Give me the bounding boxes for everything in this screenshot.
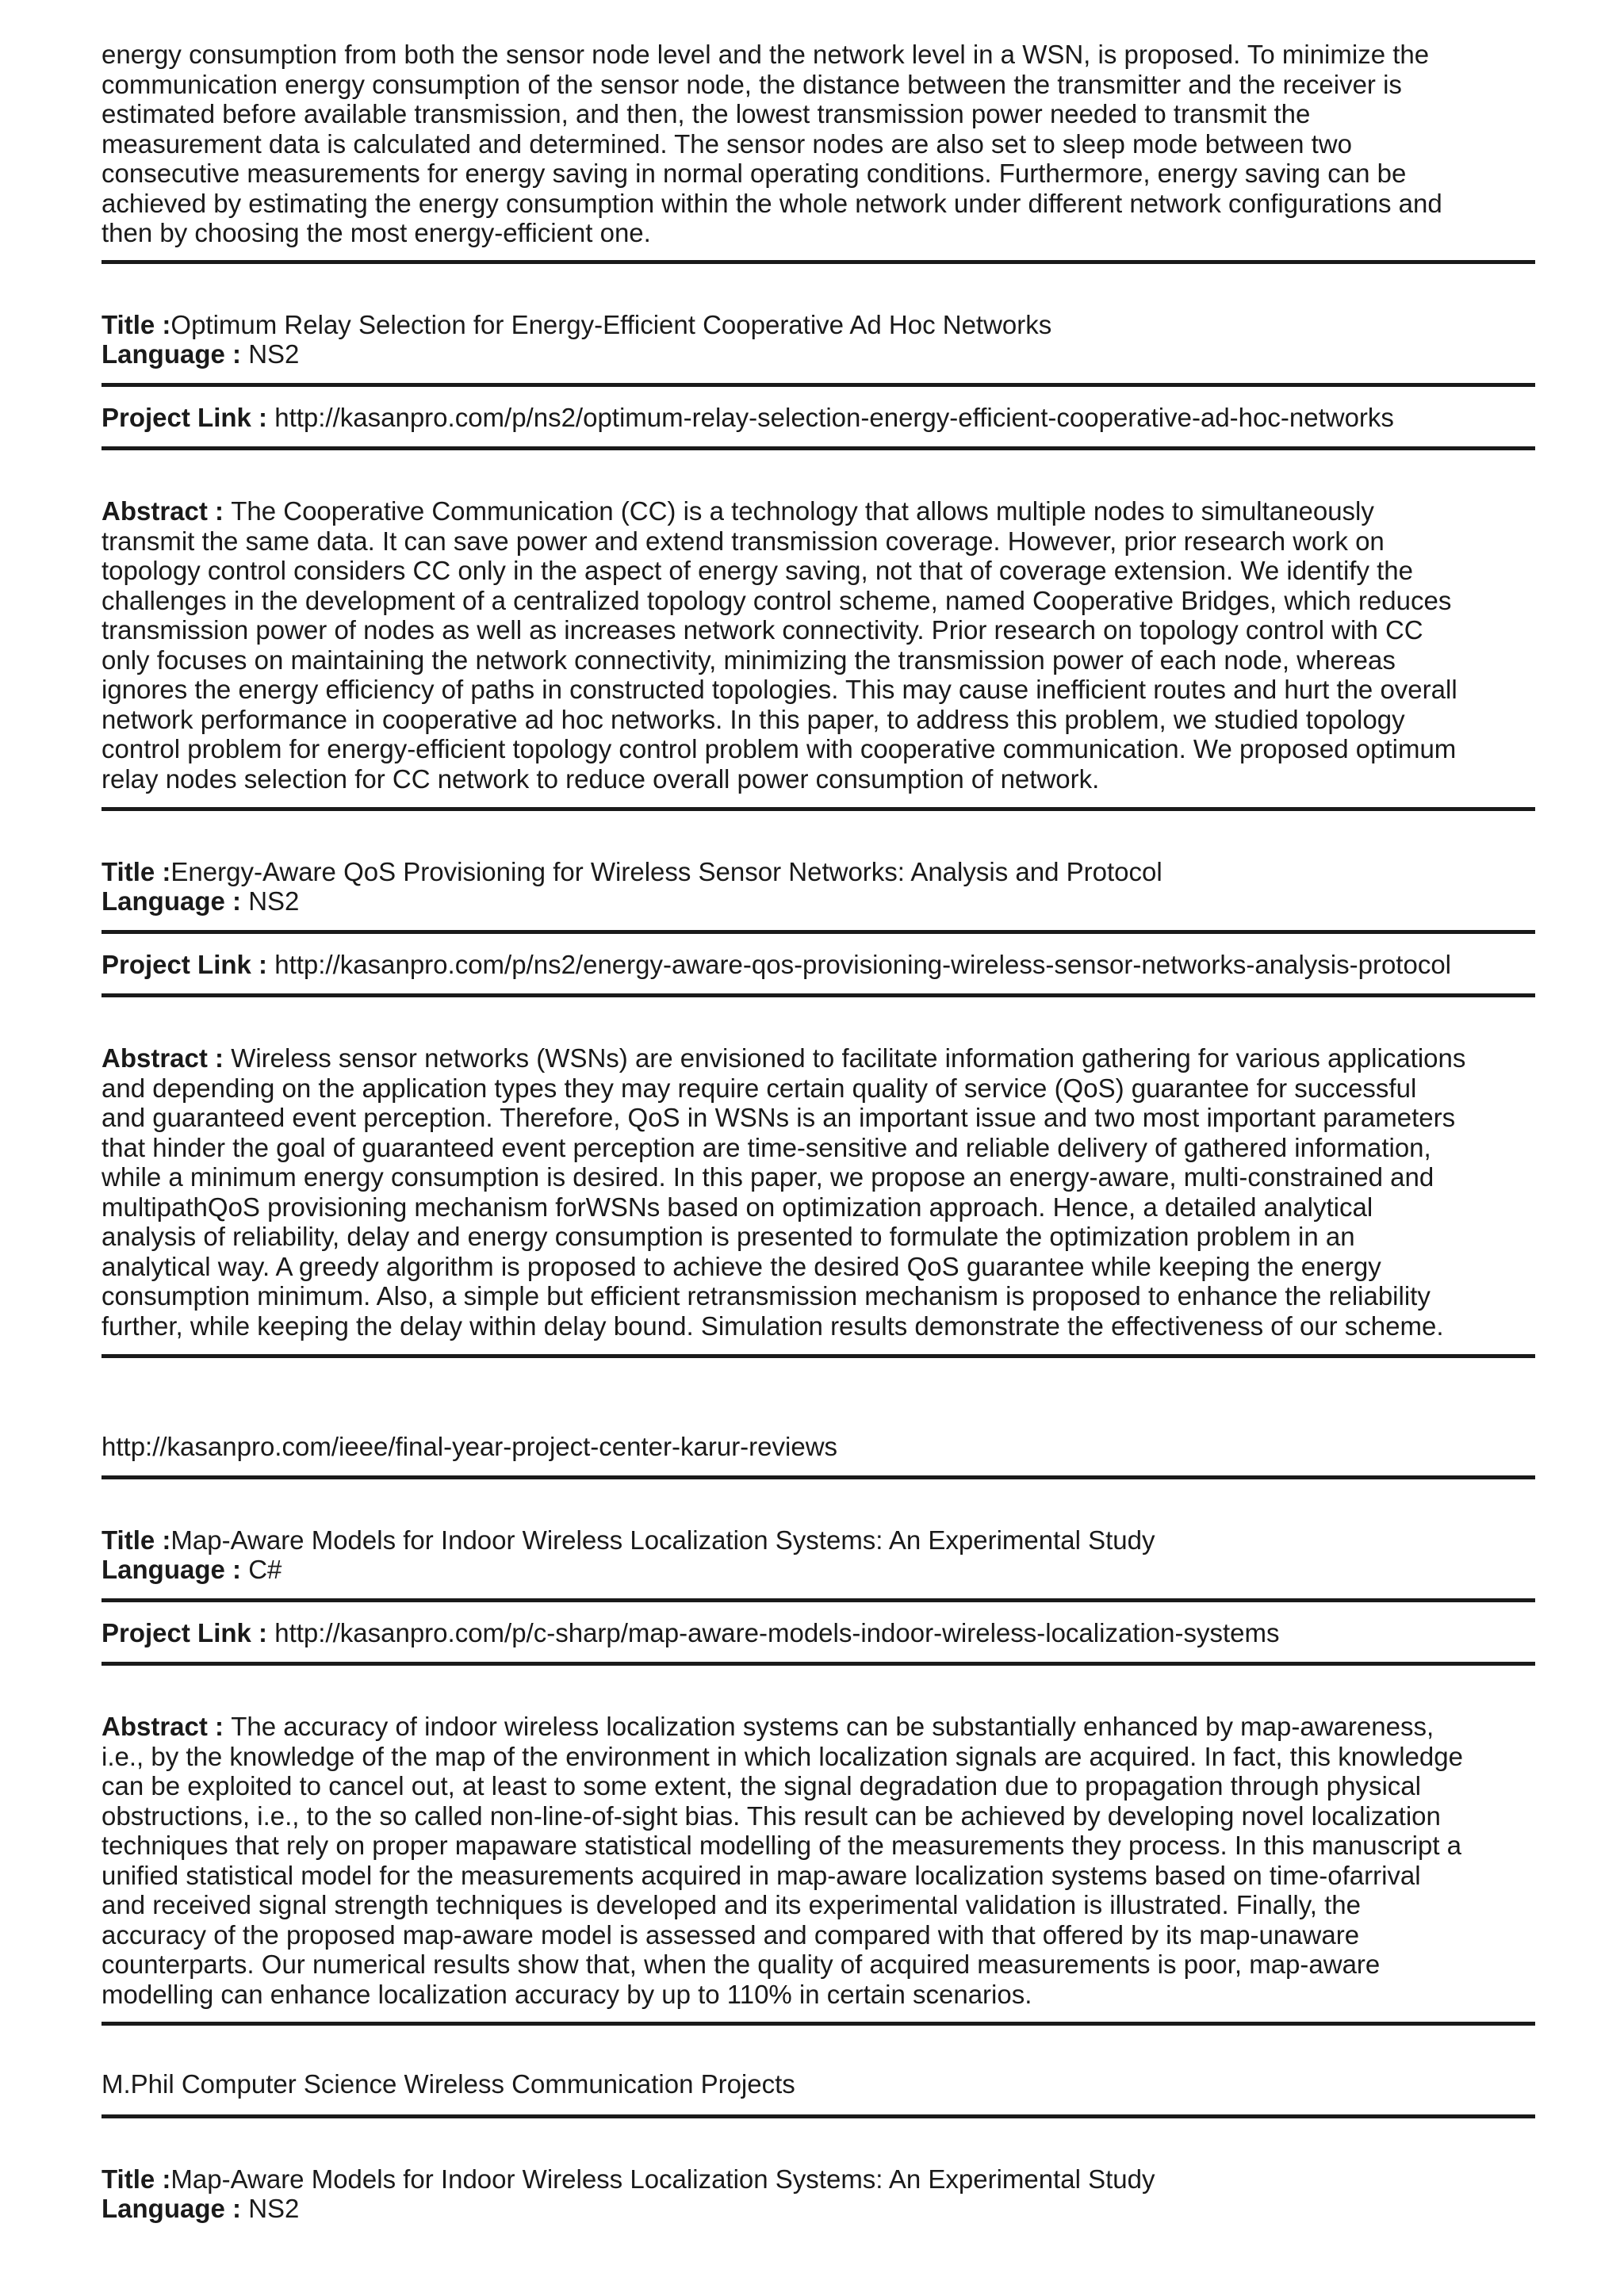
project-language bbox=[102, 886, 299, 916]
divider bbox=[102, 260, 1535, 264]
language-label: Language : bbox=[102, 886, 249, 916]
divider bbox=[102, 2114, 1535, 2118]
intro-abstract-text: energy consumption from both the sensor node level and the network level in a WSN, is proposed. To minimize the communication energy consumption of the sensor node, the distance between the transmitter and the receiver is estimated before available transmission, and then, the lowest transmission power needed to transmit the measurement data is calculated and determined. The sensor nodes are also set to sleep mode between two consecutive measurements for energy saving in normal operating conditions. Furthermore, energy saving can be achieved by estimating the energy consumption within the whole network under different network configurations and then by choosing the most energy-efficient one. bbox=[102, 40, 1442, 247]
project-language-value: NS2 bbox=[248, 2194, 300, 2223]
divider bbox=[102, 1354, 1535, 1358]
project-abstract bbox=[102, 1043, 1535, 1341]
project-link[interactable]: http://kasanpro.com/p/ns2/energy-aware-qos-provisioning-wireless-sensor-networks-analysis-protocol bbox=[274, 950, 1452, 979]
section-heading: M.Phil Computer Science Wireless Communication Projects bbox=[102, 2069, 795, 2099]
project-link-row bbox=[102, 950, 1451, 980]
project-link[interactable]: http://kasanpro.com/p/c-sharp/map-aware-models-indoor-wireless-localization-systems bbox=[274, 1618, 1280, 1647]
project-language-value: NS2 bbox=[248, 886, 300, 916]
project-link[interactable]: http://kasanpro.com/p/ns2/optimum-relay-selection-energy-efficient-cooperative-ad-hoc-networks bbox=[274, 403, 1394, 432]
project-abstract bbox=[102, 496, 1535, 794]
project-link-label: Project Link : bbox=[102, 403, 275, 432]
project-link-label: Project Link : bbox=[102, 1618, 275, 1647]
title-label: Title : bbox=[102, 310, 171, 339]
language-label: Language : bbox=[102, 2194, 249, 2223]
abstract-label: Abstract : bbox=[102, 1712, 232, 1741]
project-title bbox=[102, 310, 1051, 340]
title-label: Title : bbox=[102, 857, 171, 886]
abstract-text: Wireless sensor networks (WSNs) are envisioned to facilitate information gathering for various applications and depending on the application types they may require certain quality of service (QoS) guarantee for successful and guaranteed event perception. Therefore, QoS in WSNs is an important issue and two most important parameters that hinder the goal of guaranteed event perception are time-sensitive and reliable delivery of gathered information, while a minimum energy consumption is desired. In this paper, we propose an energy-aware, multi-constrained and multipathQoS provisioning mechanism forWSNs based on optimization approach. Hence, a detailed analytical analysis of reliability, delay and energy consumption is presented to formulate the optimization problem in an analytical way. A greedy algorithm is proposed to achieve the desired QoS guarantee while keeping the energy consumption minimum. Also, a simple but efficient retransmission mechanism is proposed to enhance the reliability further, while keeping the delay within delay bound. Simulation results demonstrate the effectiveness of our scheme. bbox=[102, 1043, 1466, 1341]
divider bbox=[102, 1662, 1535, 1666]
abstract-label: Abstract : bbox=[102, 1043, 232, 1073]
divider bbox=[102, 930, 1535, 934]
divider bbox=[102, 807, 1535, 811]
project-title-text: Map-Aware Models for Indoor Wireless Localization Systems: An Experimental Study bbox=[170, 1525, 1155, 1555]
project-title bbox=[102, 857, 1162, 887]
abstract-text: The Cooperative Communication (CC) is a technology that allows multiple nodes to simultaneously transmit the same data. It can save power and extend transmission coverage. However, prior research work on topology control considers CC only in the aspect of energy saving, not that of coverage extension. We identify the challenges in the development of a centralized topology control scheme, named Cooperative Bridges, which reduces transmission power of nodes as well as increases network connectivity. Prior research on topology control with CC only focuses on maintaining the network connectivity, minimizing the transmission power of each node, whereas ignores the energy efficiency of paths in constructed topologies. This may cause inefficient routes and hurt the overall network performance in cooperative ad hoc networks. In this paper, to address this problem, we studied topology control problem for energy-efficient topology control problem with cooperative communication. We proposed optimum relay nodes selection for CC network to reduce overall power consumption of network. bbox=[102, 496, 1457, 794]
project-link-row bbox=[102, 1618, 1280, 1648]
divider bbox=[102, 383, 1535, 387]
language-label: Language : bbox=[102, 1555, 249, 1584]
project-language-value: NS2 bbox=[248, 339, 300, 369]
project-title bbox=[102, 1525, 1155, 1556]
divider bbox=[102, 1475, 1535, 1479]
project-abstract bbox=[102, 1712, 1535, 2009]
title-label: Title : bbox=[102, 1525, 171, 1555]
project-language-value: C# bbox=[248, 1555, 282, 1584]
project-language bbox=[102, 1555, 282, 1585]
reviews-link[interactable]: http://kasanpro.com/ieee/final-year-project-center-karur-reviews bbox=[102, 1432, 838, 1461]
abstract-label: Abstract : bbox=[102, 496, 232, 526]
project-link-label: Project Link : bbox=[102, 950, 275, 979]
project-title-text: Optimum Relay Selection for Energy-Efficient Cooperative Ad Hoc Networks bbox=[170, 310, 1052, 339]
project-language bbox=[102, 2194, 299, 2224]
project-link-row bbox=[102, 403, 1394, 433]
abstract-text: The accuracy of indoor wireless localization systems can be substantially enhanced by map-awareness, i.e., by the knowledge of the map of the environment in which localization signals are acquired. In fact, this knowledge can be exploited to cancel out, at least to some extent, the signal degradation due to propagation through physical obstructions, i.e., to the so called non-line-of-sight bias. This result can be achieved by developing novel localization techniques that rely on proper mapaware statistical modelling of the measurements they process. In this manuscript a unified statistical model for the measurements acquired in map-aware localization systems based on time-ofarrival and received signal strength techniques is developed and its experimental validation is illustrated. Finally, the accuracy of the proposed map-aware model is assessed and compared with that offered by its map-unaware counterparts. Our numerical results show that, when the quality of acquired measurements is poor, map-aware modelling can enhance localization accuracy by up to 110% in certain scenarios. bbox=[102, 1712, 1463, 2009]
divider bbox=[102, 2022, 1535, 2026]
title-label: Title : bbox=[102, 2164, 171, 2194]
divider bbox=[102, 993, 1535, 997]
project-title-text: Energy-Aware QoS Provisioning for Wireless Sensor Networks: Analysis and Protocol bbox=[170, 857, 1162, 886]
project-language bbox=[102, 339, 299, 369]
divider bbox=[102, 446, 1535, 450]
divider bbox=[102, 1598, 1535, 1602]
project-title bbox=[102, 2164, 1155, 2195]
language-label: Language : bbox=[102, 339, 249, 369]
project-title-text: Map-Aware Models for Indoor Wireless Localization Systems: An Experimental Study bbox=[170, 2164, 1155, 2194]
